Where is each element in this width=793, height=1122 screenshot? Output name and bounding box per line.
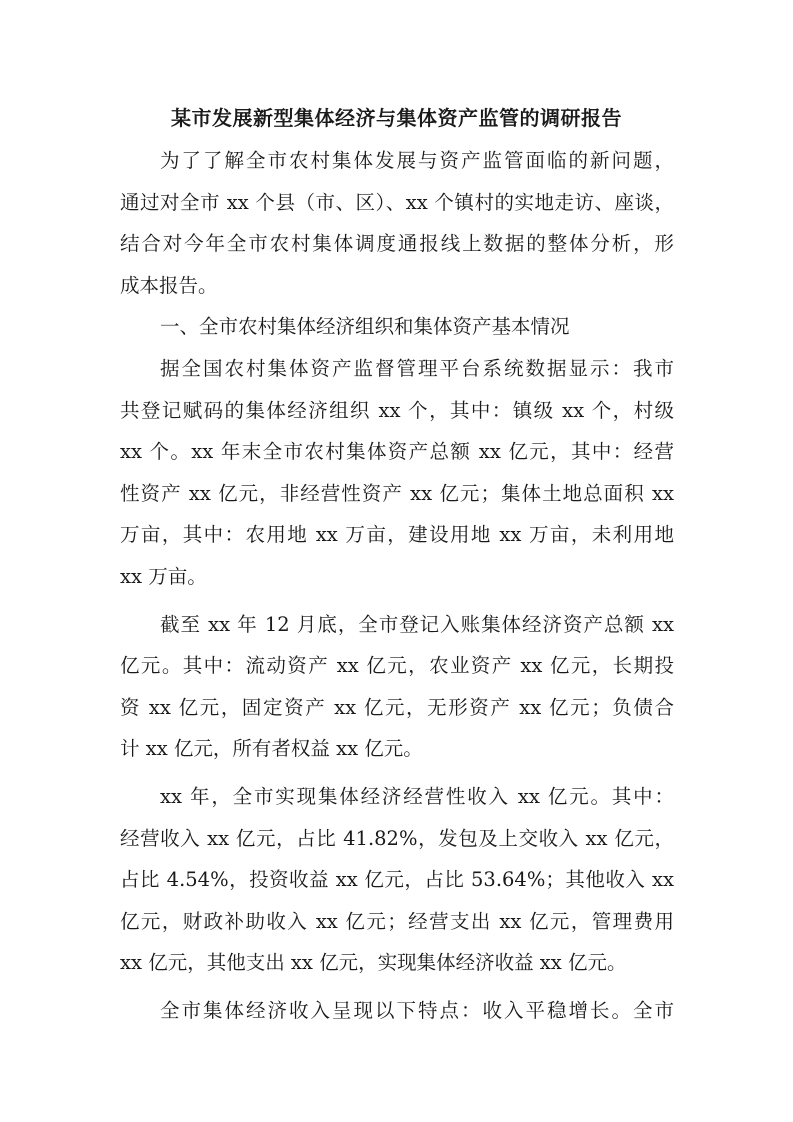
text-line: 计 xx 亿元，所有者权益 xx 亿元。 xyxy=(120,737,423,761)
paragraph-platform-data xyxy=(120,348,674,598)
text-line: 截至 xx 年 12 月底，全市登记入账集体经济资产总额 xx xyxy=(160,612,674,636)
text-line: xx 年，全市实现集体经济经营性收入 xx 亿元。其中： xyxy=(160,784,674,808)
text-line: 成本报告。 xyxy=(120,273,218,297)
text-line: 亿元，财政补助收入 xx 亿元；经营支出 xx 亿元，管理费用 xyxy=(120,909,674,933)
text-line: 经营收入 xx 亿元，占比 41.82%，发包及上交收入 xx 亿元， xyxy=(120,826,674,850)
text-line: 占比 4.54%，投资收益 xx 亿元，占比 53.64%；其他收入 xx xyxy=(120,868,674,892)
paragraph-characteristics xyxy=(120,990,674,1032)
text-line: 资 xx 亿元，固定资产 xx 亿元，无形资产 xx 亿元；负债合 xyxy=(120,695,674,719)
text-line: xx 万亩。 xyxy=(120,564,207,588)
text-line: 据全国农村集体资产监督管理平台系统数据显示：我市 xyxy=(160,356,674,380)
section-heading xyxy=(120,306,674,348)
paragraph-assets xyxy=(120,604,674,770)
text-line: 性资产 xx 亿元，非经营性资产 xx 亿元；集体土地总面积 xx xyxy=(120,481,674,505)
document-title: 某市发展新型集体经济与集体资产监管的调研报告 xyxy=(171,106,622,130)
text-line: 万亩，其中：农用地 xx 万亩，建设用地 xx 万亩，未利用地 xyxy=(120,523,674,547)
text-line: xx 个。xx 年末全市农村集体资产总额 xx 亿元，其中：经营 xyxy=(120,440,674,464)
paragraph-intro xyxy=(120,140,674,306)
text-line: 全市集体经济收入呈现以下特点：收入平稳增长。全市 xyxy=(160,998,674,1022)
text-line: 共登记赋码的集体经济组织 xx 个，其中：镇级 xx 个，村级 xyxy=(120,398,674,422)
paragraph-income xyxy=(120,776,674,984)
text-line: xx 亿元，其他支出 xx 亿元，实现集体经济收益 xx 亿元。 xyxy=(120,951,627,975)
document-body xyxy=(120,140,674,1031)
text-line: 为了了解全市农村集体发展与资产监管面临的新问题， xyxy=(160,149,674,172)
text-line: 亿元。其中：流动资产 xx 亿元，农业资产 xx 亿元，长期投 xyxy=(120,654,674,678)
text-line: 通过对全市 xx 个县（市、区）、xx 个镇村的实地走访、座谈， xyxy=(120,190,674,214)
text-line: 一、全市农村集体经济组织和集体资产基本情况 xyxy=(160,315,570,339)
text-line: 结合对今年全市农村集体调度通报线上数据的整体分析，形 xyxy=(120,232,674,256)
